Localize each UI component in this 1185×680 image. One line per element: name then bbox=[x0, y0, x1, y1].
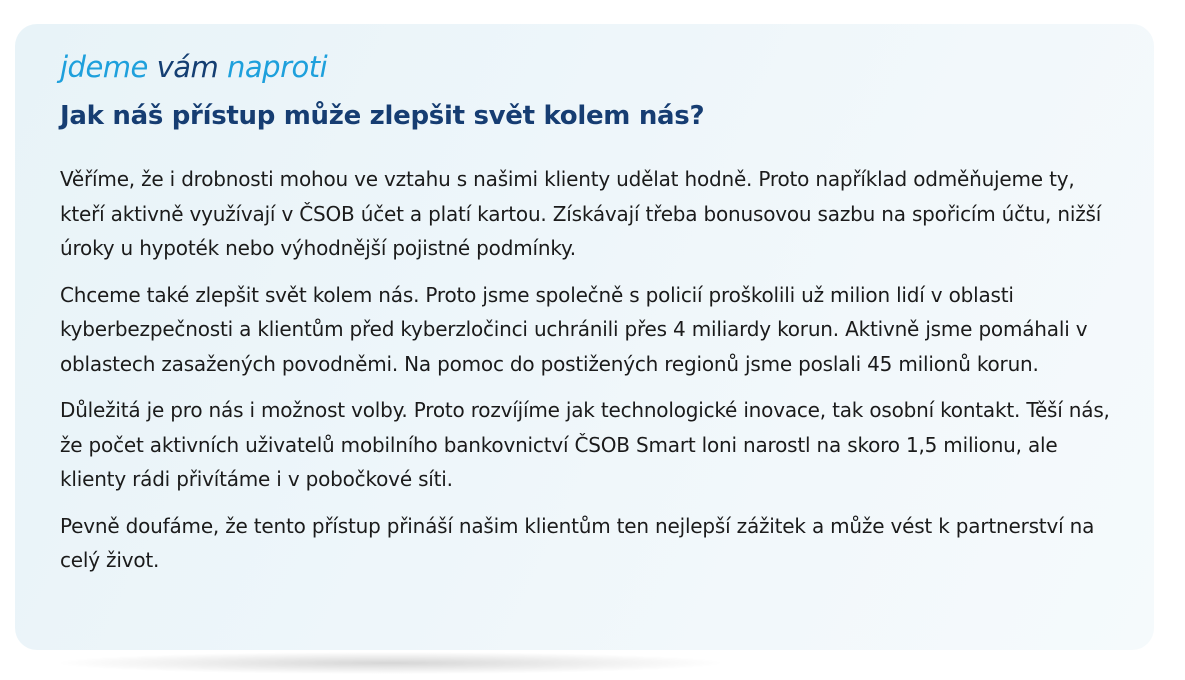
info-card bbox=[15, 24, 1154, 650]
card-title: Jak náš přístup může zlepšit svět kolem nás? bbox=[60, 101, 705, 131]
tagline-part-naproti: naproti bbox=[227, 50, 328, 84]
tagline-part-jdeme: jdeme bbox=[60, 50, 148, 84]
paragraph-choice: Důležitá je pro nás i možnost volby. Proto rozvíjíme jak technologické inovace, tak osobní kontakt. Těší nás, že počet aktivních uživatelů mobilního bankovnictví ČSOB Smart loni narostl na skoro 1,5 milionu, ale klienty rádi přivítáme i v pobočkové síti. bbox=[60, 398, 1110, 491]
tagline-part-vam: vám bbox=[156, 50, 219, 84]
paragraph-partnership: Pevně doufáme, že tento přístup přináší našim klientům ten nejlepší zážitek a může vést k partnerství na celý život. bbox=[60, 513, 1095, 572]
paragraph-rewards: Věříme, že i drobnosti mohou ve vztahu s našimi klienty udělat hodně. Proto například odměňujeme ty, kteří aktivně využívají v ČSOB účet a platí kartou. Získávají třeba bonusovou sazbu na spořicím účtu, nižší úroky u hypoték nebo výhodnější pojistné podmínky. bbox=[60, 167, 1102, 260]
tagline bbox=[60, 48, 1114, 88]
card-shadow bbox=[60, 652, 720, 674]
paragraph-community: Chceme také zlepšit svět kolem nás. Proto jsme společně s policií proškolili už milion lidí v oblasti kyberbezpečnosti a klientům před kyberzločinci uchránili přes 4 miliardy korun. Aktivně jsme pomáhali v oblastech zasažených povodněmi. Na pomoc do postižených regionů jsme poslali 45 milionů korun. bbox=[60, 282, 1088, 376]
